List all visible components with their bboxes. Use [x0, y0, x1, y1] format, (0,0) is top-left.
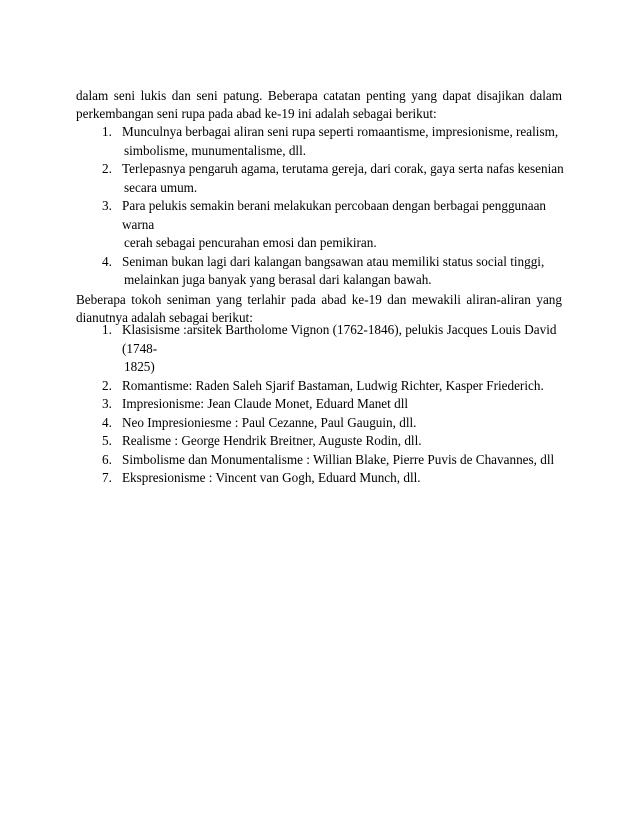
list-number: 2.	[102, 377, 112, 393]
list-item	[104, 414, 564, 433]
list-item-line-1: Terlepasnya pengaruh agama, terutama gereja, dari corak, gaya serta nafas kesenian	[122, 161, 564, 176]
list-number: 2.	[102, 161, 112, 176]
list-item-line-1: Para pelukis semakin berani melakukan percobaan dengan berbagai penggunaan warna	[122, 198, 547, 232]
list-item-line-1: Seniman bukan lagi dari kalangan bangsawan atau memiliki status social tinggi,	[122, 253, 545, 269]
list-item	[104, 469, 564, 488]
list-number: 6.	[102, 451, 112, 467]
list-item-text	[122, 197, 564, 253]
list-number: 1.	[102, 124, 112, 139]
list-number: 4.	[102, 253, 112, 269]
notes-list	[104, 123, 564, 290]
list-number: 7.	[102, 470, 112, 485]
list-item-line-2: 1825)	[124, 359, 155, 374]
list-item-line-1: Klasisisme :arsitek Bartholome Vignon (1762-1846), pelukis Jacques Louis David (1748-	[122, 322, 557, 356]
list-number: 4.	[102, 414, 112, 430]
list-item-line-2: cerah sebagai pencurahan emosi dan pemikiran.	[124, 235, 377, 250]
list-item-line-1: Munculnya berbagai aliran seni rupa seperti romaantisme, impresionisme, realism,	[122, 124, 559, 139]
list-item-text: Realisme : George Hendrik Breitner, Auguste Rodin, dll.	[122, 433, 422, 448]
list-item-text	[122, 123, 564, 160]
artists-list	[104, 321, 564, 488]
list-item	[104, 432, 564, 451]
list-item	[104, 451, 564, 470]
intro-paragraph-1: dalam seni lukis dan seni patung. Beberapa catatan penting yang dapat disajikan dalam perkembangan seni rupa pada abad ke-19 ini adalah sebagai berikut:	[76, 88, 562, 122]
list-item	[104, 395, 564, 414]
intro-paragraph-2: Beberapa tokoh seniman yang terlahir pada abad ke-19 dan mewakili aliran-aliran yang dianutnya adalah sebagai berikut:	[76, 292, 562, 326]
list-item-text: Neo Impresioniesme : Paul Cezanne, Paul Gauguin, dll.	[122, 414, 417, 430]
list-item-text	[122, 253, 564, 290]
list-number: 1.	[102, 322, 112, 337]
list-item-line-2: melainkan juga banyak yang berasal dari kalangan bawah.	[124, 272, 432, 287]
list-number: 3.	[102, 396, 112, 411]
list-item-text: Simbolisme dan Monumentalisme : Willian Blake, Pierre Puvis de Chavannes, dll	[122, 451, 555, 467]
list-item-line-2: secara umum.	[124, 179, 198, 195]
list-item	[104, 123, 564, 160]
list-item	[104, 160, 564, 197]
list-item	[104, 377, 564, 396]
list-number: 3.	[102, 198, 112, 213]
list-item-text: Impresionisme: Jean Claude Monet, Eduard Manet dll	[122, 396, 409, 411]
list-item-line-2: simbolisme, munumentalisme, dll.	[124, 142, 307, 158]
list-item	[104, 197, 564, 253]
list-number: 5.	[102, 433, 112, 448]
list-item	[104, 321, 564, 377]
list-item-text: Romantisme: Raden Saleh Sjarif Bastaman, Ludwig Richter, Kasper Friederich.	[122, 377, 544, 393]
list-item-text	[122, 160, 564, 197]
list-item-text: Ekspresionisme : Vincent van Gogh, Eduard Munch, dll.	[122, 470, 421, 485]
list-item-text	[122, 321, 564, 377]
list-item	[104, 253, 564, 290]
